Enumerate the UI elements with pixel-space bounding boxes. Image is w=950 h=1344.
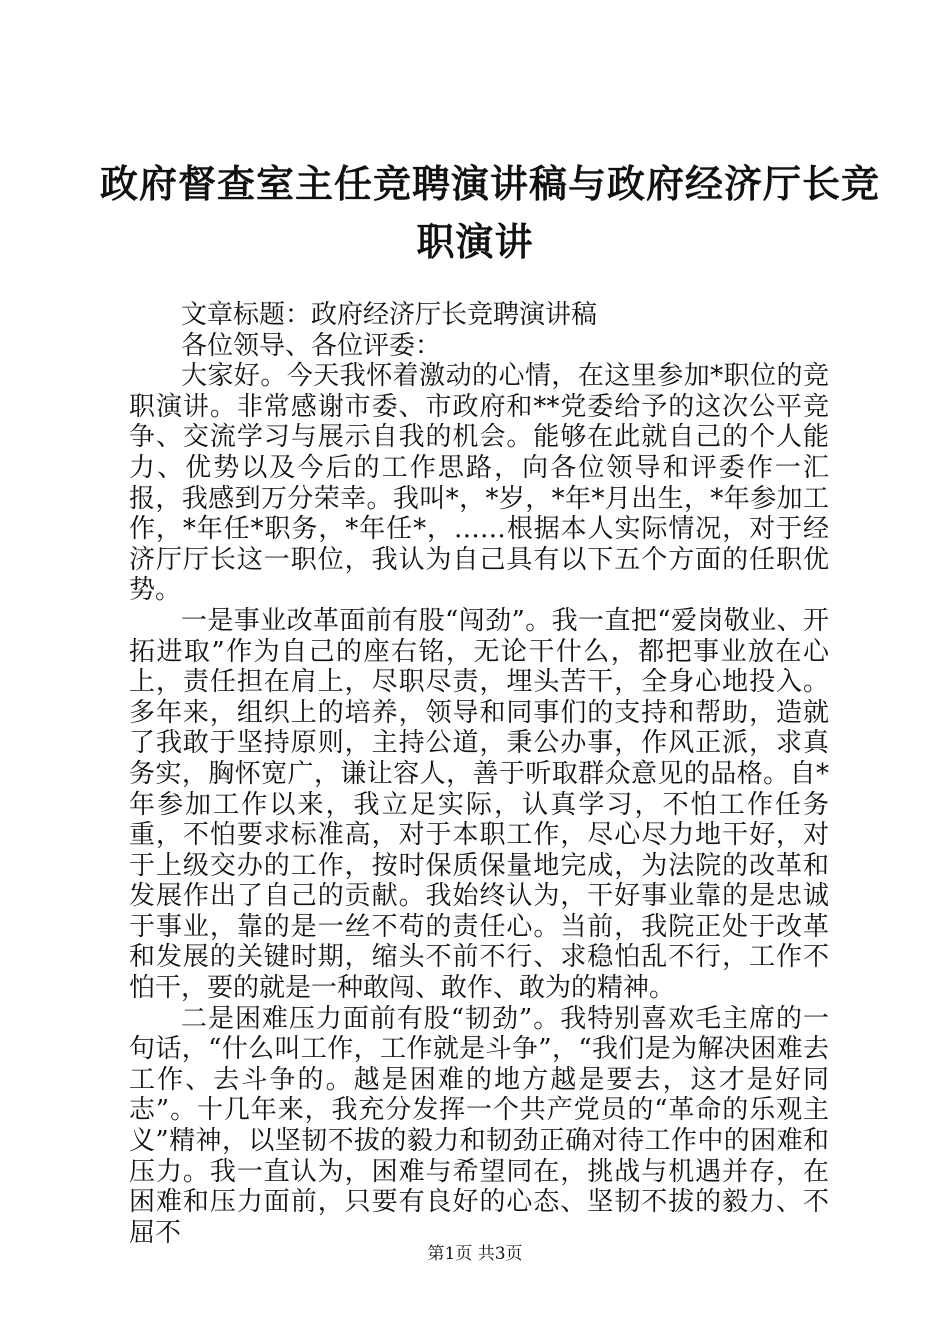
page-number-footer: 第1页 共3页 — [427, 1244, 523, 1264]
article-title-line: 文章标题：政府经济厅长竞聘演讲稿 — [181, 300, 598, 330]
paragraph-point-2: 二是困难压力面前有股“韧劲”。我特别喜欢毛主席的一句话，“什么叫工作，工作就是斗争”，“我们是为解决困难去工作、去斗争的。越是困难的地方越是要去，这才是好同志”。十几年来，我充分发挥一个共产党员的“革命的乐观主义”精神，以坚韧不拔的毅力和韧劲正确对待工作中的困难和压力。我一直认为，困难与希望同在，挑战与机遇并存，在困难和压力面前，只要有良好的心态、坚韧不拔的毅力、不屈不 — [129, 1003, 829, 1248]
document-title-line-1: 政府督查室主任竞聘演讲稿与政府经济厅长竞 — [100, 161, 881, 206]
document-body — [129, 300, 829, 1248]
salutation: 各位领导、各位评委： — [181, 330, 442, 361]
paragraph-intro: 大家好。今天我怀着激动的心情，在这里参加*职位的竞职演讲。非常感谢市委、市政府和**党委给予的这次公平竞争、交流学习与展示自我的机会。能够在此就自己的个人能力、优势以及今后的工作思路，向各位领导和评委作一汇报，我感到万分荣幸。我叫*，*岁，*年*月出生，*年参加工作，*年任*职务，*年任*，……根据本人实际情况，对于经济厅厅长这一职位，我认为自己具有以下五个方面的任职优势。 — [129, 361, 829, 606]
paragraph-point-1: 一是事业改革面前有股“闯劲”。我一直把“爱岗敬业、开拓进取”作为自己的座右铭，无论干什么，都把事业放在心上，责任担在肩上，尽职尽责，埋头苦干，全身心地投入。多年来，组织上的培养，领导和同事们的支持和帮助，造就了我敢于坚持原则，主持公道，秉公办事，作风正派，求真务实，胸怀宽广，谦让容人，善于听取群众意见的品格。自*年参加工作以来，我立足实际，认真学习，不怕工作任务重，不怕要求标准高，对于本职工作，尽心尽力地干好，对于上级交办的工作，按时保质保量地完成，为法院的改革和发展作出了自己的贡献。我始终认为，干好事业靠的是忠诚于事业，靠的是一丝不苟的责任心。当前，我院正处于改革和发展的关键时期，缩头不前不行、求稳怕乱不行，工作不怕干，要的就是一种敢闯、敢作、敢为的精神。 — [129, 605, 829, 1004]
document-title-line-2: 职演讲 — [416, 219, 534, 264]
